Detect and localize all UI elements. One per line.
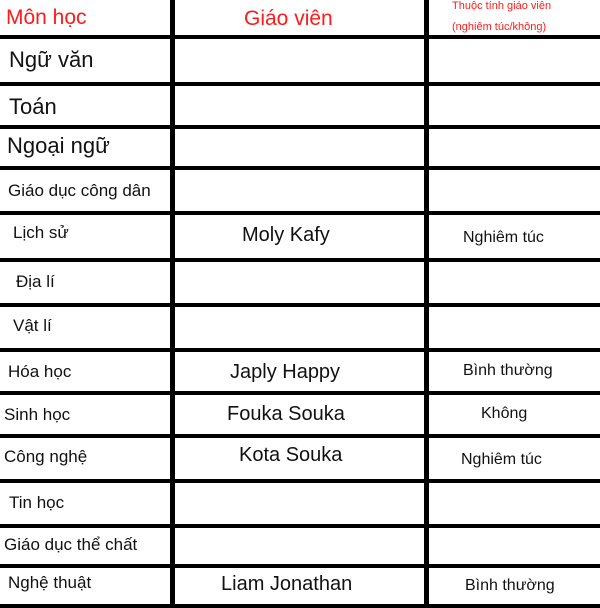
attribute-cell: Không [481,405,528,422]
teacher-cell: Liam Jonathan [221,573,353,595]
header-attribute-line2: (nghiêm túc/không) [452,21,547,33]
row-divider [0,35,600,39]
subject-cell: Nghệ thuật [8,573,92,592]
row-divider [0,479,600,483]
row-divider [0,391,600,395]
subject-cell: Ngữ văn [9,47,94,72]
row-divider [0,211,600,215]
teacher-cell: Moly Kafy [242,224,330,246]
attribute-cell: Bình thường [465,577,555,594]
attribute-cell: Bình thường [463,362,553,379]
header-teacher: Giáo viên [244,7,333,30]
row-divider [0,348,600,352]
teacher-cell: Fouka Souka [227,403,345,425]
row-divider [0,564,600,568]
subject-cell: Công nghệ [4,447,88,466]
attribute-cell: Nghiêm túc [461,451,542,468]
subject-cell: Tin học [9,493,65,512]
row-divider [0,125,600,129]
row-divider [0,166,600,170]
subject-cell: Lịch sử [13,223,69,242]
teacher-cell: Japly Happy [230,361,341,383]
subject-cell: Giáo dục thể chất [4,535,138,554]
row-divider [0,434,600,438]
subject-cell: Hóa học [8,362,72,381]
subject-cell: Địa lí [16,272,55,291]
subject-cell: Toán [9,94,57,119]
row-divider [0,524,600,528]
header-attribute-line1: Thuộc tính giáo viên [452,0,552,12]
header-subject: Môn học [6,6,87,29]
attribute-cell: Nghiêm túc [463,229,544,246]
teacher-cell: Kota Souka [239,444,343,466]
subject-cell: Giáo dục công dân [8,181,151,200]
subject-cell: Ngoại ngữ [7,133,110,158]
row-divider [0,604,600,608]
subject-cell: Vật lí [13,316,52,335]
row-divider [0,82,600,86]
row-divider [0,303,600,307]
subject-cell: Sinh học [4,405,71,424]
row-divider [0,258,600,262]
